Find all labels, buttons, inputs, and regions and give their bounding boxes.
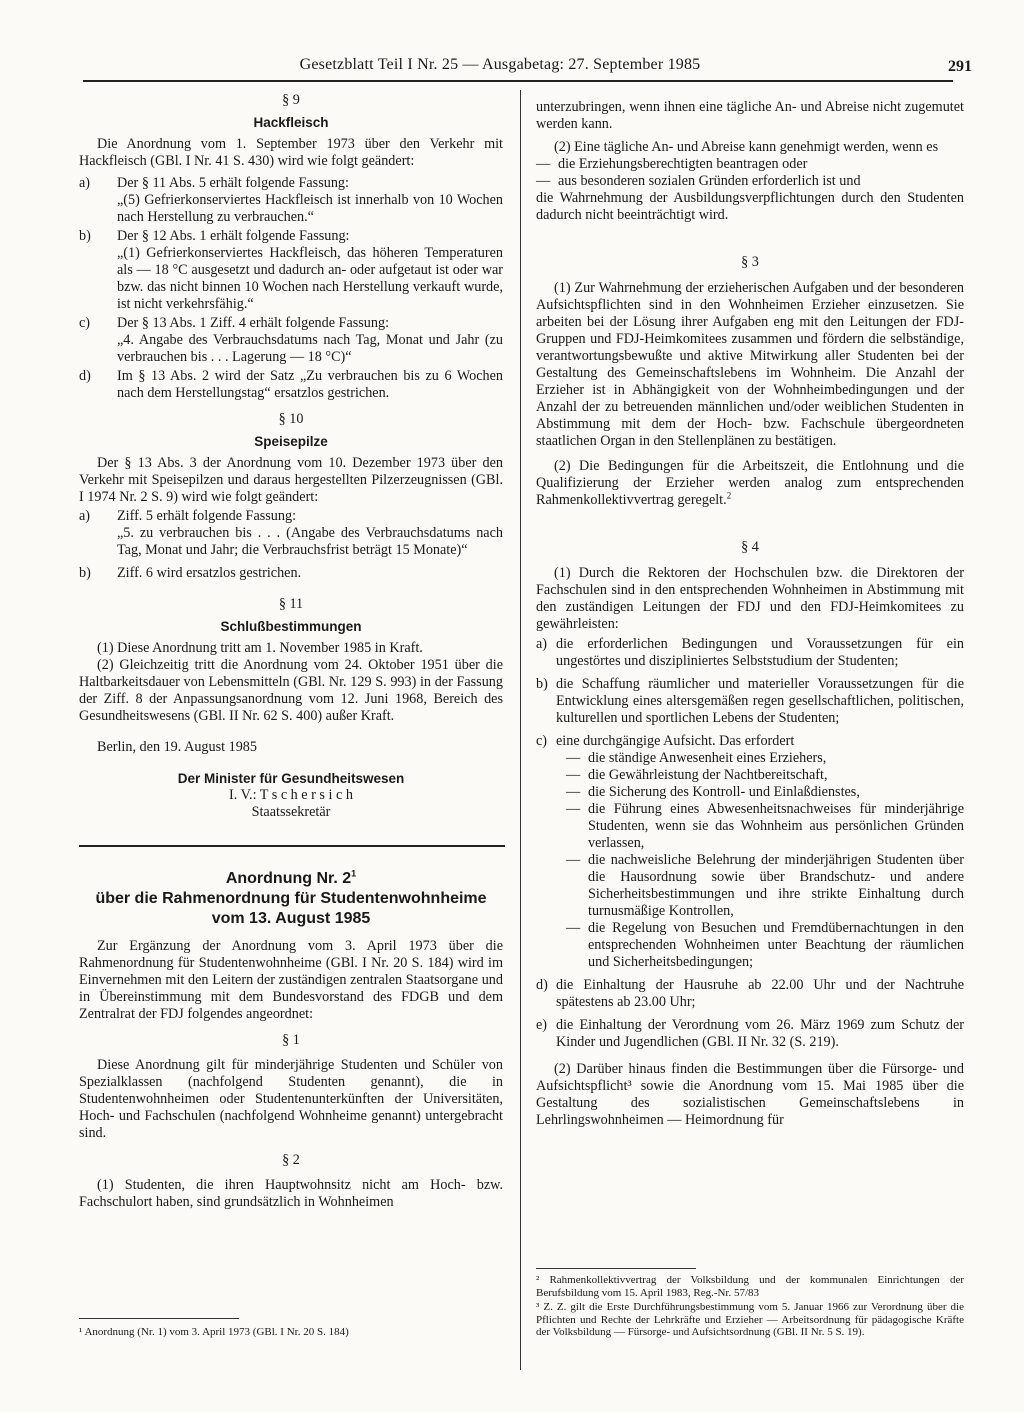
section-9-intro: Die Anordnung vom 1. September 1973 über den Verkehr mit Hackfleisch (GBl. I Nr. 41 S. 430) wird wie folgt geändert: (79, 136, 503, 169)
signature-role: Staatssekretär (251, 804, 331, 820)
item-text: Ziff. 6 wird ersatzlos gestrichen. (117, 565, 302, 581)
section-10-item-b (79, 565, 503, 582)
item-label: e) (536, 1017, 548, 1033)
footnote-3: ³ Z. Z. gilt die Erste Durchführungsbestimmung vom 5. Januar 1966 zur Verordnung über die Pflichten und Rechte der Lehrkräfte und Erzieher — Arbeitsordnung für pädagogische Kräfte der Volksbildung — Fürsorge- und Aufsichtsordnung (GBl. II Nr. 5 S. 19). (536, 1301, 964, 1338)
section-2-para-1-continued: unterzubringen, wenn ihnen eine tägliche An- und Abreise nicht zugemutet werden kann. (536, 99, 964, 132)
section-10-item-a (79, 508, 503, 525)
item-label: c) (536, 733, 548, 749)
item-label: d) (536, 977, 548, 993)
item-text: Der § 13 Abs. 1 Ziff. 4 erhält folgende Fassung: (117, 315, 390, 331)
dash-text: aus besonderen sozialen Gründen erforderlich ist und (558, 173, 861, 189)
column-divider (520, 90, 521, 1370)
section-10-number: § 10 (278, 411, 304, 427)
section-9-item-c (79, 315, 503, 332)
item-text: Im § 13 Abs. 2 wird der Satz „Zu verbrauchen bis zu 6 Wochen nach dem Herstellungstag“ ersatzlos gestrichen. (117, 368, 503, 401)
dash-text: die Erziehungsberechtigten beantragen oder (558, 156, 808, 172)
item-label: a) (79, 508, 91, 524)
section-2-tail: die Wahrnehmung der Ausbildungsverpflichtungen durch den Studenten dadurch nicht beeinträchtigt wird. (536, 190, 964, 223)
section-4-item-b (536, 676, 964, 727)
item-label: d) (79, 368, 91, 384)
section-2-dash-1: — die Erziehungsberechtigten beantragen oder (536, 156, 964, 173)
item-label: a) (79, 175, 91, 191)
signature-deputy: I. V.: T s c h e r s i c h (229, 787, 353, 803)
section-3-number: § 3 (741, 254, 759, 270)
footnote-rule-left (79, 1318, 239, 1319)
section-4-item-d (536, 977, 964, 1011)
footnote-2: ² Rahmenkollektivvertrag der Volksbildung und der kommunalen Einrichtungen der Berufsbildung vom 15. April 1983, Reg.-Nr. 57/83 (536, 1274, 964, 1299)
section-2-para-2: (2) Eine tägliche An- und Abreise kann genehmigt werden, wenn es (554, 139, 939, 155)
item-label: b) (79, 228, 91, 244)
page-header-title: Gesetzblatt Teil I Nr. 25 — Ausgabetag: 27. September 1985 (299, 56, 701, 73)
dash-text: die nachweisliche Belehrung der minderjährigen Studenten über die Hausordnung sowie über Brandschutz- und andere Sicherheitsbestimmungen und ihre strikte Einhaltung durch turnusmäßige Kontrollen, (588, 852, 964, 919)
para-text: (2) Die Bedingungen für die Arbeitszeit, die Entlohnung und die Qualifizierung der Erzieher werden analog zum entsprechenden Rahmenkollektivvertrag geregelt. (536, 458, 964, 508)
section-9-item-b (79, 228, 503, 245)
item-text: eine durchgängige Aufsicht. Das erfordert (556, 733, 795, 749)
section-4-c-dash-3: — die Sicherung des Kontroll- und Einlaßdienstes, (566, 784, 964, 801)
section-2-para-1-start: (1) Studenten, die ihren Hauptwohnsitz nicht am Hoch- bzw. Fachschulort haben, sind grundsätzlich in Wohnheimen (79, 1176, 503, 1210)
section-9-item-a (79, 175, 503, 192)
section-10-title: Speisepilze (254, 434, 328, 449)
section-2-number: § 2 (282, 1151, 300, 1168)
section-2-dash-2: — aus besonderen sozialen Gründen erforderlich ist und (536, 173, 964, 190)
section-3-para-1: (1) Zur Wahrnehmung der erzieherischen Aufgaben und der besonderen Aufsichtspflichten sind in den Wohnheimen Erzieher einzusetzen. Sie arbeiten bei der Lösung ihrer Aufgaben eng mit den Leitungen der FDJ-Gruppen und FDJ-Heimkomitees zusammen und fördern die selbständige, verantwortungsbewußte und aktive Mitwirkung aller Studenten bei der Gestaltung des Gemeinschaftslebens im Wohnheim. Die Anzahl der Erzieher ist in Abhängigkeit von der Wohnheimbedingungen und der Anzahl der zu betreuenden männlichen und/oder weiblichen Studenten in Abstimmung mit dem der Hoch- bzw. Fachschule übergeordneten staatlichen Organ in den Stellenplänen zu bestätigen. (536, 280, 964, 449)
footnote-rule-right (536, 1268, 696, 1269)
item-text: die erforderlichen Bedingungen und Voraussetzungen für ein ungestörtes und diszipliniertes Selbststudium der Studenten; (556, 636, 964, 669)
section-9-item-c-quote: „4. Angabe des Verbrauchsdatums nach Tag, Monat und Jahr (zu verbrauchen bis . . . Lagerung — 18 °C)“ (117, 332, 503, 365)
item-text: die Einhaltung der Hausruhe ab 22.00 Uhr und der Nachtruhe spätestens ab 23.00 Uhr; (556, 977, 964, 1010)
section-1-text: Diese Anordnung gilt für minderjährige Studenten und Schüler von Spezialklassen (nachfolgend Studenten genannt), die in Studentenwohnheimen oder Studentenunterkünften der Universitäten, Hoch- und Fachschulen (nachfolgend Wohnheime genannt) untergebracht sind. (79, 1056, 503, 1141)
section-9-item-d (79, 368, 503, 402)
section-11-number: § 11 (278, 596, 304, 612)
section-4-c-dash-2: — die Gewährleistung der Nachtbereitschaft, (566, 767, 964, 784)
document-title-line-2: über die Rahmenordnung für Studentenwohnheime (95, 889, 487, 907)
footnote-marker: 1 (351, 868, 357, 879)
dash-text: die Sicherung des Kontroll- und Einlaßdienstes, (588, 784, 860, 800)
item-label: b) (536, 676, 548, 692)
document-title-line-1 (79, 869, 503, 889)
section-4-para-2: (2) Darüber hinaus finden die Bestimmungen über die Fürsorge- und Aufsichtspflicht³ sowie die Anordnung vom 15. Mai 1985 über die Gestaltung des sozialistischen Gemeinschaftslebens in Lehrlingswohnheimen — Heimordnung für (536, 1061, 964, 1128)
item-text: die Schaffung räumlicher und materieller Voraussetzungen für die Entwicklung eines altersgemäßen regen gesellschaftlichen, politischen, kulturellen und sportlichen Lebens der Studenten; (556, 676, 964, 726)
section-9-number: § 9 (282, 92, 300, 108)
section-4-item-e (536, 1017, 964, 1051)
section-11-title: Schlußbestimmungen (220, 619, 362, 634)
section-4-c-dash-1: — die ständige Anwesenheit eines Erziehers, (566, 750, 964, 767)
document-preamble: Zur Ergänzung der Anordnung vom 3. April 1973 über die Rahmenordnung für Studentenwohnheime (GBl. I Nr. 20 S. 184) wird im Einvernehmen mit den Leitern der zuständigen zentralen Staatsorgane und in Übereinstimmung mit dem Bundesvorstand des FDGB und dem Zentralrat der FDJ folgendes angeordnet: (79, 937, 503, 1022)
page-number: 291 (948, 58, 972, 75)
document-title-line-3: vom 13. August 1985 (211, 909, 371, 927)
section-4-item-c (536, 733, 964, 750)
document-title-text: Anordnung Nr. 2 (225, 869, 352, 887)
section-4-para-1: (1) Durch die Rektoren der Hochschulen bzw. die Direktoren der Fachschulen sind in den entsprechenden Wohnheimen in Abstimmung mit den zuständigen Leitungen der FDJ und den FDJ-Heimkomitees zu gewährleisten: (536, 565, 964, 632)
section-4-number: § 4 (741, 539, 759, 555)
section-10-item-a-quote: „5. zu verbrauchen bis . . . (Angabe des Verbrauchsdatums nach Tag, Monat und Jahr; die Verbrauchsfrist beträgt 15 Monate)“ (117, 525, 503, 558)
footnote-1: ¹ Anordnung (Nr. 1) vom 3. April 1973 (GBl. I Nr. 20 S. 184) (79, 1326, 349, 1338)
section-11-para-1: (1) Diese Anordnung tritt am 1. November 1985 in Kraft. (97, 640, 423, 656)
left-column (79, 92, 503, 1211)
item-label: b) (79, 565, 91, 581)
dash-text: die Führung eines Abwesenheitsnachweises für minderjährige Studenten, wenn sie das Wohnheim aus persönlichen Gründen verlassen, (588, 801, 964, 851)
item-text: Der § 12 Abs. 1 erhält folgende Fassung: (117, 228, 350, 244)
item-text: die Einhaltung der Verordnung vom 26. März 1969 zum Schutz der Kinder und Jugendlichen (GBl. II Nr. 32 (S. 219). (556, 1017, 964, 1050)
section-4-item-a (536, 636, 964, 670)
document-separator (79, 845, 505, 847)
section-3-para-2 (536, 458, 964, 509)
dash-text: die ständige Anwesenheit eines Erziehers, (588, 750, 827, 766)
section-9-title: Hackfleisch (253, 115, 329, 130)
section-4-c-dash-5: — die nachweisliche Belehrung der minderjährigen Studenten über die Hausordnung sowie über Brandschutz- und andere Sicherheitsbestimmungen und ihre strikte Einhaltung durch turnusmäßige Kontrollen, (566, 852, 964, 919)
section-9-item-a-quote: „(5) Gefrierkonserviertes Hackfleisch ist innerhalb von 10 Wochen nach Herstellung zu verbrauchen.“ (117, 192, 503, 225)
section-11-para-2: (2) Gleichzeitig tritt die Anordnung vom 24. Oktober 1951 über die Haltbarkeitsdauer von Lebensmitteln (GBl. Nr. 129 S. 993) in der Fassung der Ziff. 8 der Anpassungsanordnung vom 12. Juni 1968, Bereich des Gesundheitswesens (GBl. II Nr. 62 S. 400) außer Kraft. (79, 657, 503, 724)
item-label: a) (536, 636, 548, 652)
section-4-c-dash-4: — die Führung eines Abwesenheitsnachweises für minderjährige Studenten, wenn sie das Wohnheim aus persönlichen Gründen verlassen, (566, 801, 964, 851)
item-label: c) (79, 315, 91, 331)
footnote-marker: 2 (726, 490, 732, 501)
right-column (536, 99, 964, 1129)
section-10-intro: Der § 13 Abs. 3 der Anordnung vom 10. Dezember 1973 über den Verkehr mit Speisepilzen und daraus hergestellten Pilzerzeugnissen (GBl. I 1974 Nr. 2 S. 9) wird wie folgt geändert: (79, 455, 503, 505)
signature-place-date: Berlin, den 19. August 1985 (97, 739, 257, 755)
signature-office: Der Minister für Gesundheitswesen (177, 771, 405, 786)
item-text: Der § 11 Abs. 5 erhält folgende Fassung: (117, 175, 349, 191)
dash-text: die Gewährleistung der Nachtbereitschaft, (588, 767, 828, 783)
section-9-item-b-quote: „(1) Gefrierkonserviertes Hackfleisch, das höheren Temperaturen als — 18 °C ausgesetzt und dadurch an- oder aufgetaut ist oder war bzw. das nicht binnen 10 Wochen nach Herstellung verkauft wurde, ist nicht verkehrsfähig.“ (117, 245, 503, 312)
item-text: Ziff. 5 erhält folgende Fassung: (117, 508, 297, 524)
section-4-c-dash-6: — die Regelung von Besuchen und Fremdübernachtungen in den entsprechenden Wohnheimen unter Beachtung der räumlichen und Sicherheitsbedingungen; (566, 920, 964, 970)
section-1-number: § 1 (282, 1031, 300, 1048)
dash-text: die Regelung von Besuchen und Fremdübernachtungen in den entsprechenden Wohnheimen unter Beachtung der räumlichen und Sicherheitsbedingungen; (588, 920, 964, 970)
header-rule (83, 80, 953, 82)
